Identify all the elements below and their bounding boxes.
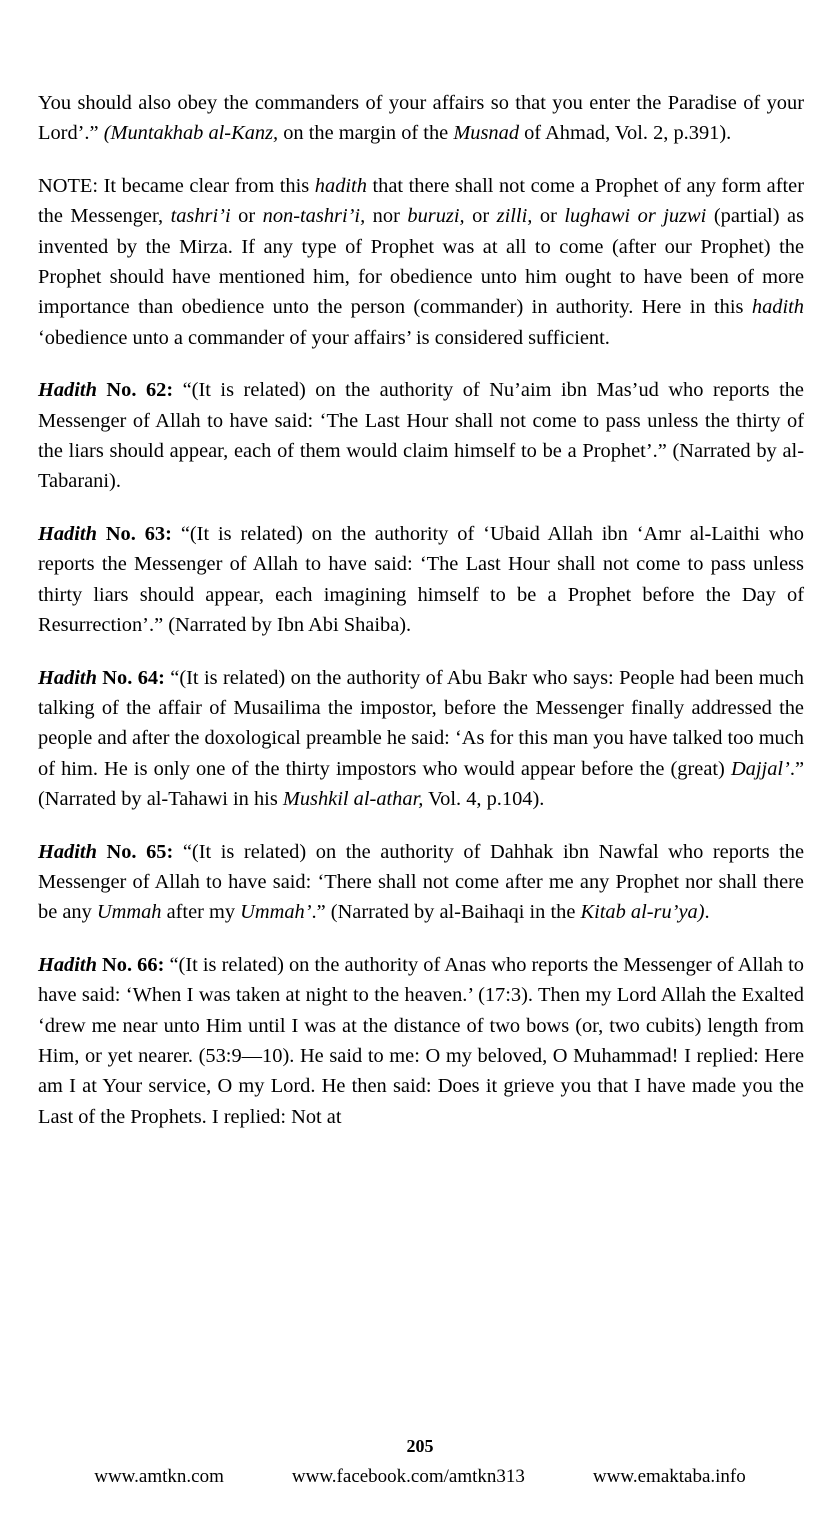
text-run: ‘obedience unto a commander of your affairs’ is considered sufficient. [38, 326, 610, 349]
text-run: You should also obey the commanders of your affairs so that you enter the Paradise of your Lord’.” [38, 92, 804, 145]
text-run: .” (Narrated by al-Tahawi in his [38, 757, 804, 811]
hadith-number: No. 66: [96, 953, 165, 976]
text-run: or [464, 205, 497, 228]
italic-run: hadith [751, 296, 804, 319]
text-run: “(It is related) on the authority of Abu Bakr who says: People had been much talking of the affair of Musailima the impostor, before the Messenger finally addressed the people and after the doxological preamble he said: ‘As for this man you have talked too much of him. He is only one of the thirty impostors who would appear before the (great) [38, 666, 804, 780]
page-number: 205 [406, 1436, 434, 1456]
hadith-entry-66 [38, 950, 804, 1132]
italic-run: Ummah’ [240, 901, 312, 924]
italic-run: lughawi or juzwi [564, 205, 707, 228]
footer-links [0, 1466, 840, 1488]
text-run: “(It is related) on the authority of Anas who reports the Messenger of Allah to have said: ‘When I was taken at night to the heaven.’ (17:3). Then my Lord Allah the Exalted ‘drew me near unto Him until I was at the distance of two bows (or, two cubits) length from Him, or yet nearer. (53:9—10). He said to me: O my beloved, O Muhammad! I replied: Here am I at Your service, O my Lord. He then said: Does it grieve you that I have made you the Last of the Prophets. I replied: Not at [38, 953, 804, 1128]
italic-run: zilli, [496, 205, 533, 228]
hadith-entry-63 [38, 519, 804, 641]
text-run: of Ahmad, Vol. 2, p.391). [519, 122, 732, 145]
text-run: that there shall not come a Prophet of any form after the Messenger, [38, 174, 804, 228]
hadith-label: Hadith [38, 666, 97, 689]
text-run: after my [161, 901, 241, 924]
text-run: on the margin of the [278, 122, 454, 145]
italic-run: (Muntakhab al-Kanz, [103, 122, 279, 145]
hadith-lead [38, 841, 173, 863]
text-run: (partial) as invented by the Mirza. If any type of Prophet was at all to come (after our Prophet) the Prophet should have mentioned him, for obedience unto him ought to have been of more importance than obedience unto the person (commander) in authority. Here in this [38, 205, 805, 319]
hadith-entry-65 [38, 837, 804, 928]
hadith-label: Hadith [38, 840, 97, 863]
italic-run: hadith [314, 174, 367, 197]
text-run: or [230, 205, 263, 228]
hadith-number: No. 64: [96, 666, 165, 689]
hadith-entry-64 [38, 663, 804, 815]
hadith-number: No. 63: [96, 522, 172, 545]
paragraph-continuation [38, 88, 804, 149]
hadith-label: Hadith [38, 522, 97, 545]
text-run: or [532, 205, 565, 228]
hadith-entry-62 [38, 375, 804, 497]
text-run: .” (Narrated by al-Baihaqi in the [311, 901, 581, 924]
hadith-label: Hadith [38, 379, 97, 402]
text-run: NOTE: It became clear from this [38, 174, 315, 197]
text-run: “(It is related) on the authority of ‘Ubaid Allah ibn ‘Amr al-Laithi who reports the Messenger of Allah to have said: ‘The Last Hour shall not come to pass unless thirty liars should appear, each imagining himself to be a Prophet before the Day of Resurrection’.” (Narrated by Ibn Abi Shaiba). [38, 522, 804, 637]
italic-run: tashri’i [170, 205, 231, 228]
footer-link-amtkn[interactable]: www.amtkn.com [94, 1466, 224, 1487]
hadith-label: Hadith [38, 953, 97, 976]
hadith-lead [38, 379, 173, 401]
italic-run: Dajjal’ [730, 757, 790, 780]
italic-run: Ummah [96, 901, 162, 924]
hadith-lead [38, 523, 172, 545]
text-run: “(It is related) on the authority of Nu’aim ibn Mas’ud who reports the Messenger of Allah to have said: ‘The Last Hour shall not come to pass unless the thirty of the liars should appear, each of them would claim himself to be a Prophet’.” (Narrated by al-Tabarani). [38, 379, 804, 493]
italic-run: Kitab al-ru’ya) [580, 901, 705, 924]
text-run: “(It is related) on the authority of Dahhak ibn Nawfal who reports the Messenger of Allah to have said: ‘There shall not come after me any Prophet nor shall there be any [38, 840, 804, 924]
paragraph-note [38, 171, 804, 353]
hadith-number: No. 62: [96, 379, 174, 402]
footer-link-facebook[interactable]: www.facebook.com/amtkn313 [291, 1466, 525, 1487]
page-body [38, 88, 804, 1132]
italic-run: Musnad [453, 122, 520, 145]
footer-link-emaktaba[interactable]: www.emaktaba.info [592, 1466, 746, 1487]
text-run: nor [365, 205, 408, 228]
hadith-lead [38, 954, 164, 976]
italic-run: Mushkil al-athar, [282, 788, 424, 811]
text-run: Vol. 4, p.104). [423, 788, 545, 811]
text-run: . [704, 901, 710, 924]
italic-run: non-tashri’i, [262, 205, 366, 228]
italic-run: buruzi, [407, 205, 465, 228]
hadith-lead [38, 667, 165, 689]
hadith-number: No. 65: [96, 840, 174, 863]
